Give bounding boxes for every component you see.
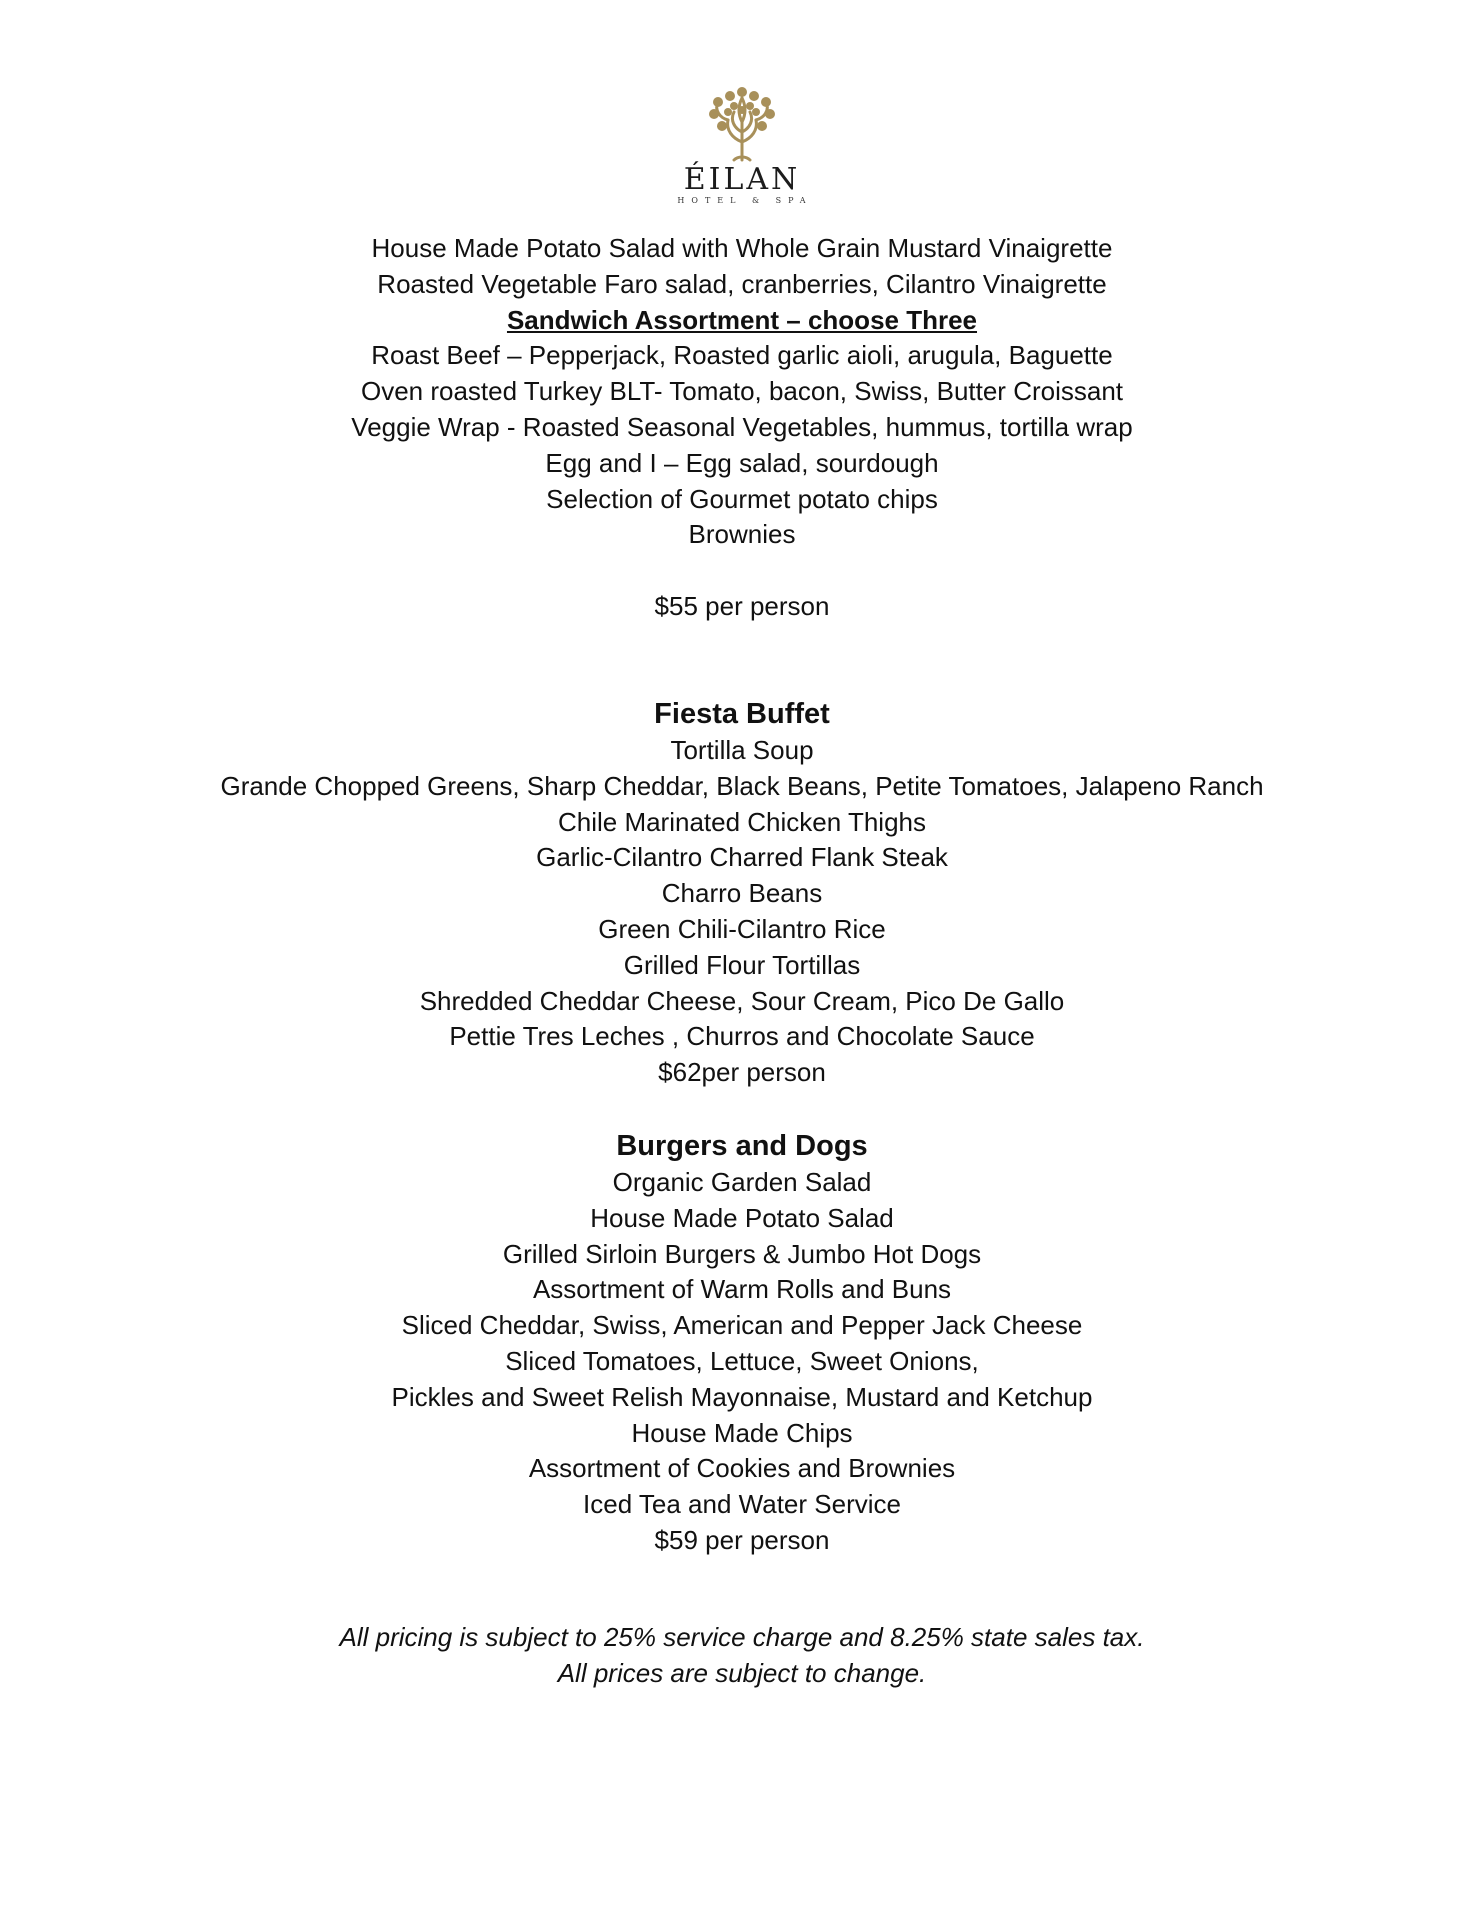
menu-item: Assortment of Cookies and Brownies bbox=[528, 1453, 956, 1484]
menu-item: Pettie Tres Leches , Churros and Chocolate Sauce bbox=[449, 1021, 1035, 1052]
menu-item: Green Chili-Cilantro Rice bbox=[598, 913, 886, 944]
price: $55 per person bbox=[654, 590, 830, 621]
menu-item: House Made Potato Salad bbox=[590, 1202, 894, 1233]
menu-item: Egg and I – Egg salad, sourdough bbox=[545, 447, 939, 478]
menu-item: Roasted Vegetable Faro salad, cranberries, Cilantro Vinaigrette bbox=[377, 268, 1107, 299]
menu-item: Chile Marinated Chicken Thighs bbox=[557, 806, 927, 837]
menu-item: Grilled Flour Tortillas bbox=[623, 949, 861, 980]
logo-name: ÉILAN bbox=[683, 162, 801, 197]
price-change-note: All prices are subject to change. bbox=[557, 1657, 927, 1688]
menu-item: House Made Chips bbox=[631, 1417, 853, 1448]
service-charge-note: All pricing is subject to 25% service charge and 8.25% state sales tax. bbox=[339, 1622, 1145, 1652]
menu-item: Tortilla Soup bbox=[670, 735, 814, 765]
menu-item: Charro Beans bbox=[661, 878, 823, 909]
menu-item: Brownies bbox=[688, 519, 796, 550]
menu-item: Grande Chopped Greens, Sharp Cheddar, Black Beans, Petite Tomatoes, Jalapeno Ranch bbox=[220, 770, 1264, 801]
section-title: Burgers and Dogs bbox=[616, 1130, 868, 1162]
price: $62per person bbox=[658, 1057, 826, 1088]
menu-item: Garlic-Cilantro Charred Flank Steak bbox=[536, 842, 948, 873]
menu-item: Shredded Cheddar Cheese, Sour Cream, Pico De Gallo bbox=[419, 985, 1065, 1016]
pricing-notes bbox=[0, 1620, 1484, 1692]
section-title: Fiesta Buffet bbox=[654, 698, 830, 730]
logo-subtitle: HOTEL & SPA bbox=[677, 196, 813, 205]
menu-item: Veggie Wrap - Roasted Seasonal Vegetables, hummus, tortilla wrap bbox=[351, 411, 1133, 442]
price: $59 per person bbox=[654, 1524, 830, 1555]
burgers-and-dogs-section bbox=[0, 1127, 1484, 1559]
sandwich-heading: Sandwich Assortment – choose Three bbox=[506, 304, 978, 335]
menu-item: Organic Garden Salad bbox=[612, 1167, 872, 1197]
menu-item: Grilled Sirloin Burgers & Jumbo Hot Dogs bbox=[502, 1238, 982, 1269]
tree-emblem-icon bbox=[704, 82, 780, 162]
menu-item: Selection of Gourmet potato chips bbox=[546, 483, 938, 514]
menu-item: Pickles and Sweet Relish Mayonnaise, Mustard and Ketchup bbox=[391, 1381, 1093, 1412]
menu-item: Sliced Cheddar, Swiss, American and Pepper Jack Cheese bbox=[401, 1310, 1083, 1341]
lunch-menu-section bbox=[0, 231, 1484, 625]
menu-item: Oven roasted Turkey BLT- Tomato, bacon, Swiss, Butter Croissant bbox=[360, 376, 1124, 407]
menu-item: Assortment of Warm Rolls and Buns bbox=[532, 1274, 952, 1305]
menu-item: Iced Tea and Water Service bbox=[583, 1489, 901, 1520]
menu-item: Sliced Tomatoes, Lettuce, Sweet Onions, bbox=[505, 1345, 979, 1376]
menu-item: Roast Beef – Pepperjack, Roasted garlic aioli, arugula, Baguette bbox=[371, 340, 1113, 371]
fiesta-buffet-section bbox=[0, 695, 1484, 1091]
hotel-logo bbox=[652, 82, 832, 206]
menu-item: House Made Potato Salad with Whole Grain Mustard Vinaigrette bbox=[371, 233, 1113, 263]
